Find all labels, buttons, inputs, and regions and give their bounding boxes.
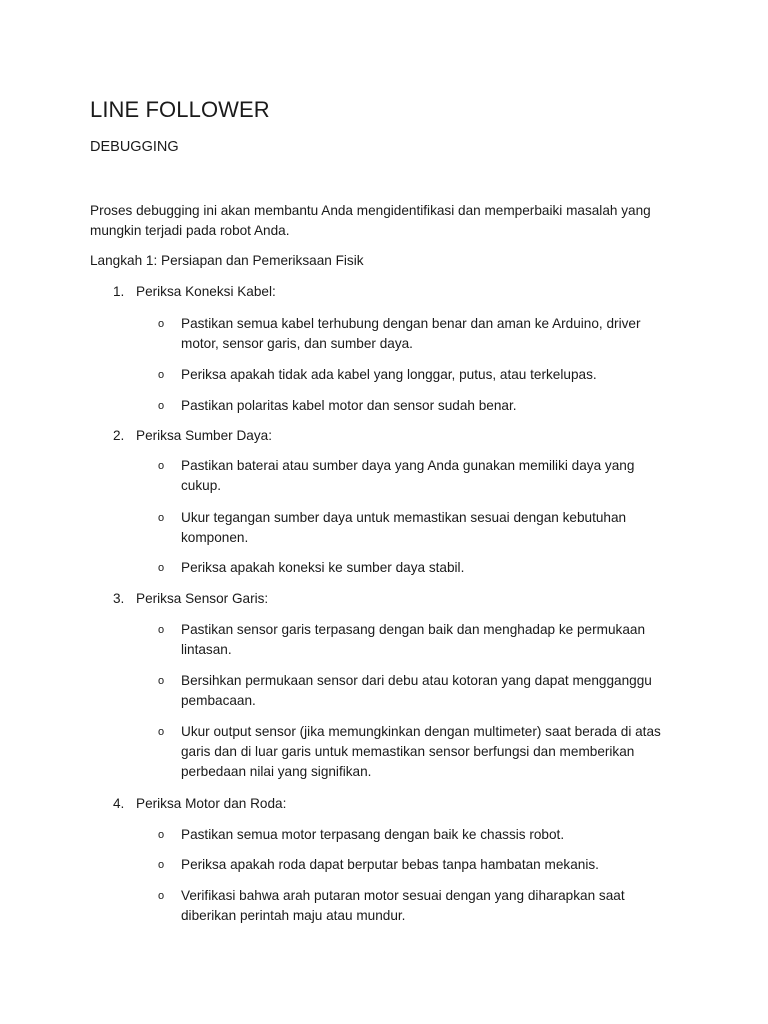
bullet-icon: o: [158, 318, 165, 330]
section-label: Periksa Sensor Garis:: [136, 591, 269, 606]
list-item: Bersihkan permukaan sensor dari debu atau kotoran yang dapat mengganggu pembacaan.: [181, 673, 652, 708]
bullet-icon: o: [158, 890, 165, 902]
document-title: LINE FOLLOWER: [90, 97, 270, 122]
bullet-icon: o: [158, 562, 165, 574]
section-number: 3.: [113, 591, 125, 606]
list-item: Periksa apakah koneksi ke sumber daya stabil.: [181, 560, 465, 575]
section-number: 4.: [113, 796, 125, 811]
bullet-icon: o: [158, 726, 165, 738]
bullet-icon: o: [158, 512, 165, 524]
list-item: Pastikan baterai atau sumber daya yang Anda gunakan memiliki daya yang cukup.: [181, 458, 635, 493]
bullet-icon: o: [158, 829, 165, 841]
list-item: Ukur tegangan sumber daya untuk memastikan sesuai dengan kebutuhan komponen.: [181, 510, 627, 545]
list-item: Periksa apakah roda dapat berputar bebas tanpa hambatan mekanis.: [181, 857, 599, 872]
list-item: Verifikasi bahwa arah putaran motor sesuai dengan yang diharapkan saat diberikan perintah maju atau mundur.: [181, 888, 625, 923]
section-number: 1.: [113, 284, 125, 299]
step-heading: Langkah 1: Persiapan dan Pemeriksaan Fisik: [90, 253, 364, 268]
list-item: Pastikan semua kabel terhubung dengan benar dan aman ke Arduino, driver motor, sensor garis, dan sumber daya.: [181, 316, 641, 351]
list-item: Pastikan sensor garis terpasang dengan baik dan menghadap ke permukaan lintasan.: [181, 622, 646, 657]
section-label: Periksa Sumber Daya:: [136, 428, 272, 443]
section-number: 2.: [113, 428, 125, 443]
bullet-icon: o: [158, 675, 165, 687]
list-item: Ukur output sensor (jika memungkinkan dengan multimeter) saat berada di atas garis dan di luar garis untuk memastikan sensor berfungsi dan memberikan perbedaan nilai yang signifikan.: [181, 724, 661, 779]
section-label: Periksa Koneksi Kabel:: [136, 284, 276, 299]
bullet-icon: o: [158, 369, 165, 381]
section-label: Periksa Motor dan Roda:: [136, 796, 287, 811]
list-item: Periksa apakah tidak ada kabel yang longgar, putus, atau terkelupas.: [181, 367, 597, 382]
bullet-icon: o: [158, 624, 165, 636]
bullet-icon: o: [158, 859, 165, 871]
list-item: Pastikan semua motor terpasang dengan baik ke chassis robot.: [181, 827, 565, 842]
list-item: Pastikan polaritas kabel motor dan sensor sudah benar.: [181, 398, 517, 413]
bullet-icon: o: [158, 400, 165, 412]
bullet-icon: o: [158, 460, 165, 472]
document-subtitle: DEBUGGING: [90, 139, 179, 155]
intro-paragraph: Proses debugging ini akan membantu Anda mengidentifikasi dan memperbaiki masalah yang mungkin terjadi pada robot Anda.: [90, 203, 651, 238]
